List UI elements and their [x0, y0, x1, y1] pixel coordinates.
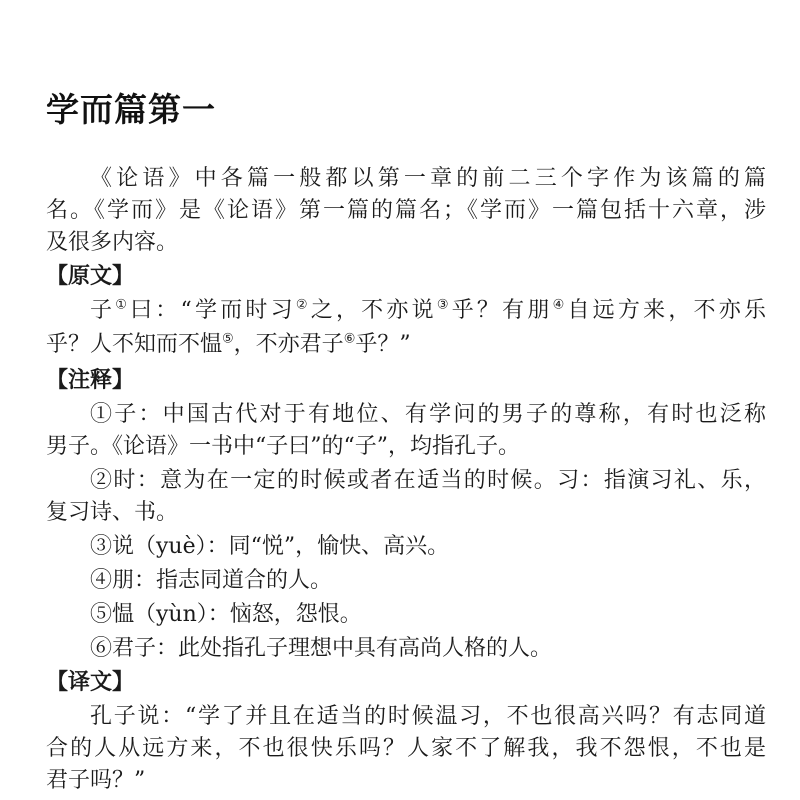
footnote-marker-6: ⑥	[343, 331, 356, 347]
original-line-1: 子①曰：“学而时习②之，不亦说③乎？有朋④自远方来，不亦乐	[90, 297, 766, 323]
intro-line-2: 名。《学而》是《论语》第一篇的篇名；《学而》一篇包括十六章，涉	[46, 198, 766, 223]
footnote-marker-4: ④	[552, 297, 568, 313]
footnote-marker-1: ①	[115, 297, 131, 313]
translation-line-1: 孔子说：“学了并且在适当的时候温习，不也很高兴吗？有志同道	[90, 704, 766, 729]
footnote-marker-5: ⑤	[222, 331, 234, 347]
note-2-line-2: 复习诗、书。	[46, 500, 179, 525]
note-4: ④朋：指志同道合的人。	[90, 568, 333, 593]
footnote-marker-3: ③	[436, 297, 452, 313]
note-1-line-1: ①子：中国古代对于有地位、有学问的男子的尊称，有时也泛称	[90, 402, 766, 427]
intro-line-1: 《论语》中各篇一般都以第一章的前二三个字作为该篇的篇	[90, 166, 766, 191]
translation-heading: 【译文】	[46, 670, 135, 695]
original-line-2: 乎？人不知而不愠⑤，不亦君子⑥乎？”	[46, 331, 411, 357]
footnote-marker-2: ②	[295, 297, 311, 313]
note-6: ⑥君子：此处指孔子理想中具有高尚人格的人。	[90, 636, 553, 661]
intro-line-3: 及很多内容。	[46, 230, 179, 255]
note-5: ⑤愠（yùn）：恼怒，怨恨。	[90, 602, 362, 627]
translation-line-2: 合的人从远方来，不也很快乐吗？人家不了解我，我不怨恨，不也是	[46, 736, 766, 761]
translation-line-3: 君子吗？”	[46, 768, 146, 793]
note-1-line-2: 男子。《论语》一书中“子曰”的“子”，均指孔子。	[46, 434, 520, 459]
notes-heading: 【注释】	[46, 368, 135, 393]
note-3: ③说（yuè）：同“悦”，愉快、高兴。	[90, 534, 450, 559]
note-2-line-1: ②时：意为在一定的时候或者在适当的时候。习：指演习礼、乐，	[90, 468, 766, 493]
chapter-title: 学而篇第一	[46, 90, 216, 129]
original-text-heading: 【原文】	[46, 264, 135, 289]
